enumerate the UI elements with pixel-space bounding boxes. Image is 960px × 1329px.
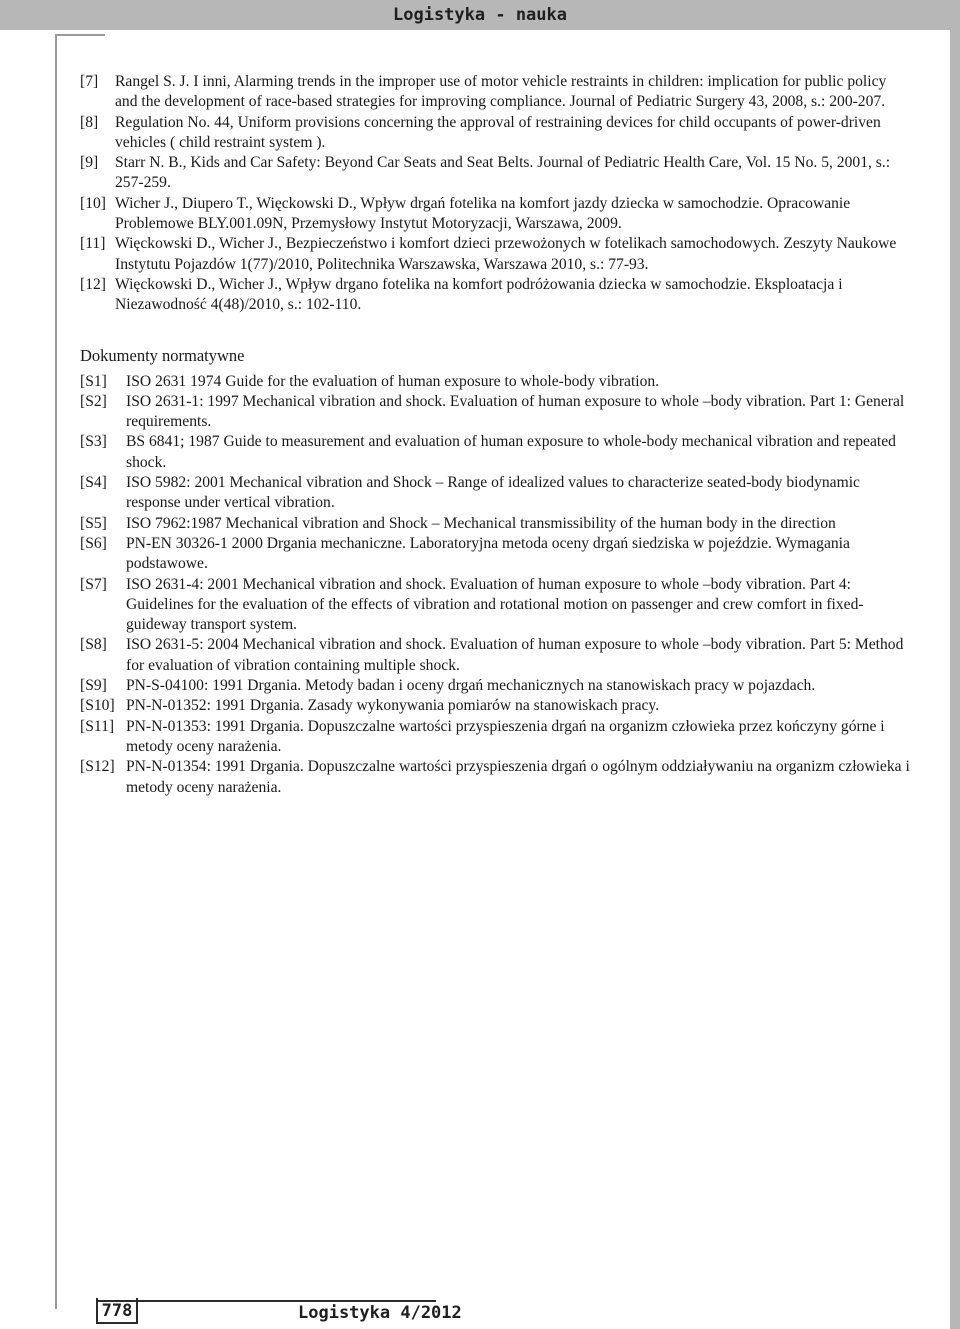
- standard-label: [S8]: [80, 636, 107, 654]
- running-header: [0, 0, 960, 30]
- standard-label: [S1]: [80, 372, 107, 390]
- standard-label: [S11]: [80, 717, 115, 735]
- standard-item: [80, 696, 910, 716]
- reference-label: [11]: [80, 235, 106, 253]
- reference-text: Więckowski D., Wicher J., Bezpieczeństwo i komfort dzieci przewożonych w fotelikach samochodowych. Zeszyty Naukowe Instytutu Pojazdów 1(77)/2010, Politechnika Warszawska, Warszawa 2010, s.: 77-93.: [115, 235, 897, 273]
- reference-item: [80, 72, 910, 113]
- standard-item: [80, 432, 910, 473]
- reference-label: [7]: [80, 73, 99, 90]
- standard-text: PN-N-01353: 1991 Drgania. Dopuszczalne wartości przyspieszenia drgań na organizm człowieka przez kończyny górne i metody oceny narażenia.: [126, 717, 885, 755]
- reference-list: [80, 72, 910, 316]
- standard-item: [80, 635, 910, 676]
- standard-text: BS 6841; 1987 Guide to measurement and evaluation of human exposure to whole-body mechanical vibration and repeated shock.: [126, 433, 896, 471]
- reference-label: [12]: [80, 275, 106, 293]
- standard-label: [S3]: [80, 433, 107, 451]
- reference-text: Więckowski D., Wicher J., Wpływ drgano fotelika na komfort podróżowania dziecka w samochodzie. Eksploatacja i Niezawodność 4(48)/2010, s.: 102-110.: [115, 275, 843, 314]
- reference-label: [9]: [80, 154, 99, 172]
- standard-label: [S12]: [80, 758, 115, 776]
- standard-text: PN-N-01354: 1991 Drgania. Dopuszczalne wartości przyspieszenia drgań o ogólnym oddziaływaniu na organizm człowieka i metody oceny narażenia.: [126, 758, 910, 796]
- section-heading: Dokumenty normatywne: [80, 345, 245, 365]
- right-frame-bar: [950, 0, 960, 1329]
- reference-label: [10]: [80, 194, 106, 212]
- standard-text: ISO 5982: 2001 Mechanical vibration and Shock – Range of idealized values to characterize seated-body biodynamic response under vertical vibration.: [126, 474, 860, 512]
- reference-text: Starr N. B., Kids and Car Safety: Beyond Car Seats and Seat Belts. Journal of Pediatric Health Care, Vol. 15 No. 5, 2001, s.: 257-259.: [115, 154, 891, 192]
- standard-item: [80, 534, 910, 575]
- reference-item: [80, 275, 910, 316]
- standard-item: [80, 757, 910, 798]
- journal-name: Logistyka 4/2012: [298, 1303, 462, 1323]
- standard-text: PN-S-04100: 1991 Drgania. Metody badan i oceny drgań mechanicznych na stanowiskach pracy w pojazdach.: [126, 677, 816, 695]
- standard-label: [S5]: [80, 514, 107, 532]
- header-title: Logistyka - nauka: [393, 5, 567, 25]
- standard-item: [80, 514, 910, 534]
- standard-text: ISO 7962:1987 Mechanical vibration and Shock – Mechanical transmissibility of the human body in the direction: [126, 514, 836, 532]
- reference-item: [80, 234, 910, 275]
- standards-list: [80, 372, 910, 798]
- reference-label: [8]: [80, 113, 99, 131]
- reference-text: Wicher J., Diupero T., Więckowski D., Wpływ drgań fotelika na komfort jazdy dziecka w samochodzie. Opracowanie Problemowe BLY.001.09N, Przemysłowy Instytut Motoryzacji, Warszawa, 2009.: [115, 194, 851, 233]
- reference-text: Rangel S. J. I inni, Alarming trends in the improper use of motor vehicle restraints in children: implication for public policy and the development of race-based strategies for improving compliance. Journal of Pediatric Surgery 43, 2008, s.: 200-207.: [115, 73, 887, 111]
- standard-text: ISO 2631 1974 Guide for the evaluation of human exposure to whole-body vibration.: [126, 372, 660, 390]
- reference-item: [80, 153, 910, 194]
- standard-label: [S7]: [80, 575, 107, 593]
- standard-item: [80, 676, 910, 696]
- standard-text: ISO 2631-1: 1997 Mechanical vibration and shock. Evaluation of human exposure to whole –body vibration. Part 1: General requirements.: [126, 392, 905, 431]
- standard-label: [S6]: [80, 534, 107, 552]
- page-content: [80, 72, 910, 798]
- standard-text: PN-N-01352: 1991 Drgania. Zasady wykonywania pomiarów na stanowiskach pracy.: [126, 697, 660, 715]
- standard-text: PN-EN 30326-1 2000 Drgania mechaniczne. Laboratoryjna metoda oceny drgań siedziska w pojeździe. Wymagania podstawowe.: [126, 534, 850, 573]
- left-frame-line: [55, 36, 57, 1309]
- standard-text: ISO 2631-4: 2001 Mechanical vibration and shock. Evaluation of human exposure to whole –body vibration. Part 4: Guidelines for the evaluation of the effects of vibration and rotational motion on passenger and crew comfort in fixed-guideway transport system.: [126, 575, 864, 634]
- standard-item: [80, 717, 910, 758]
- page-number: 778: [96, 1298, 138, 1324]
- reference-text: Regulation No. 44, Uniform provisions concerning the approval of restraining devices for child occupants of power-driven vehicles ( child restraint system ).: [115, 113, 881, 151]
- standard-item: [80, 473, 910, 514]
- standard-text: ISO 2631-5: 2004 Mechanical vibration and shock. Evaluation of human exposure to whole –body vibration. Part 5: Method for evaluation of vibration containing multiple shock.: [126, 636, 904, 674]
- reference-item: [80, 113, 910, 154]
- standard-item: [80, 392, 910, 433]
- top-frame-line: [55, 34, 105, 36]
- standard-item: [80, 575, 910, 636]
- standard-label: [S2]: [80, 392, 107, 410]
- standard-label: [S9]: [80, 677, 107, 695]
- standard-label: [S10]: [80, 697, 115, 715]
- standard-label: [S4]: [80, 474, 107, 492]
- reference-item: [80, 194, 910, 235]
- standard-item: [80, 372, 910, 392]
